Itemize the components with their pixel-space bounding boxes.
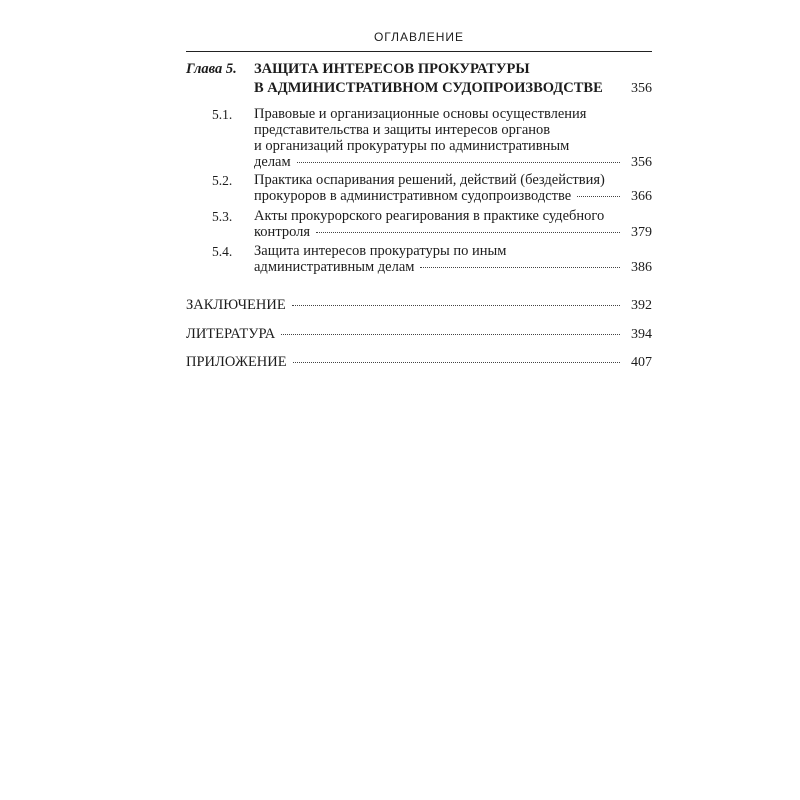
- section-title-line: и организаций прокуратуры по административным: [254, 138, 570, 154]
- section-number: 5.2.: [212, 173, 233, 188]
- section-title-line: Практика оспаривания решений, действий (бездействия): [254, 172, 605, 188]
- entry-title: ПРИЛОЖЕНИЕ: [186, 354, 287, 370]
- page-number: 366: [631, 189, 652, 204]
- section-title-line: прокуроров в административном судопроизводстве: [254, 188, 572, 204]
- section-title-line: делам: [254, 154, 291, 170]
- page-number: 392: [631, 298, 652, 313]
- running-header: ОГЛАВЛЕНИЕ: [373, 30, 465, 44]
- section-number: 5.1.: [212, 107, 233, 122]
- page-number: 386: [631, 260, 652, 275]
- section-title-line: контроля: [254, 224, 311, 240]
- page-number: 379: [631, 225, 652, 240]
- dot-leader: [316, 232, 620, 233]
- entry-title: ЗАКЛЮЧЕНИЕ: [186, 297, 286, 313]
- page-number: 394: [631, 327, 652, 342]
- entry-title-leader: [186, 326, 626, 343]
- chapter-title-line: В АДМИНИСТРАТИВНОМ СУДОПРОИЗВОДСТВЕ: [254, 80, 603, 96]
- entry-title-leader: [186, 354, 626, 371]
- chapter-title-line: ЗАЩИТА ИНТЕРЕСОВ ПРОКУРАТУРЫ: [254, 61, 530, 77]
- dot-leader: [297, 162, 620, 163]
- section-title-line: административным делам: [254, 259, 415, 275]
- chapter-title-leader: [254, 80, 610, 97]
- entry-title: ЛИТЕРАТУРА: [186, 326, 276, 342]
- section-number: 5.3.: [212, 209, 233, 224]
- dot-leader: [293, 362, 620, 363]
- section-title-line: Акты прокурорского реагирования в практике судебного: [254, 208, 605, 224]
- section-title-leader: [254, 259, 626, 276]
- dot-leader: [292, 305, 620, 306]
- section-title-line: Защита интересов прокуратуры по иным: [254, 243, 507, 259]
- page-number: 407: [631, 355, 652, 370]
- chapter-label: Глава 5.: [186, 61, 237, 77]
- section-title-line: представительства и защиты интересов органов: [254, 122, 551, 138]
- section-title-leader: [254, 188, 626, 205]
- section-title-line: Правовые и организационные основы осуществления: [254, 106, 587, 122]
- page-number: 356: [631, 155, 652, 170]
- dot-leader: [420, 267, 620, 268]
- section-title-leader: [254, 224, 626, 241]
- dot-leader: [577, 196, 620, 197]
- page-number: 356: [631, 81, 652, 96]
- header-rule: [186, 51, 652, 52]
- entry-title-leader: [186, 297, 626, 314]
- dot-leader: [281, 334, 620, 335]
- section-number: 5.4.: [212, 244, 233, 259]
- section-title-leader: [254, 154, 626, 171]
